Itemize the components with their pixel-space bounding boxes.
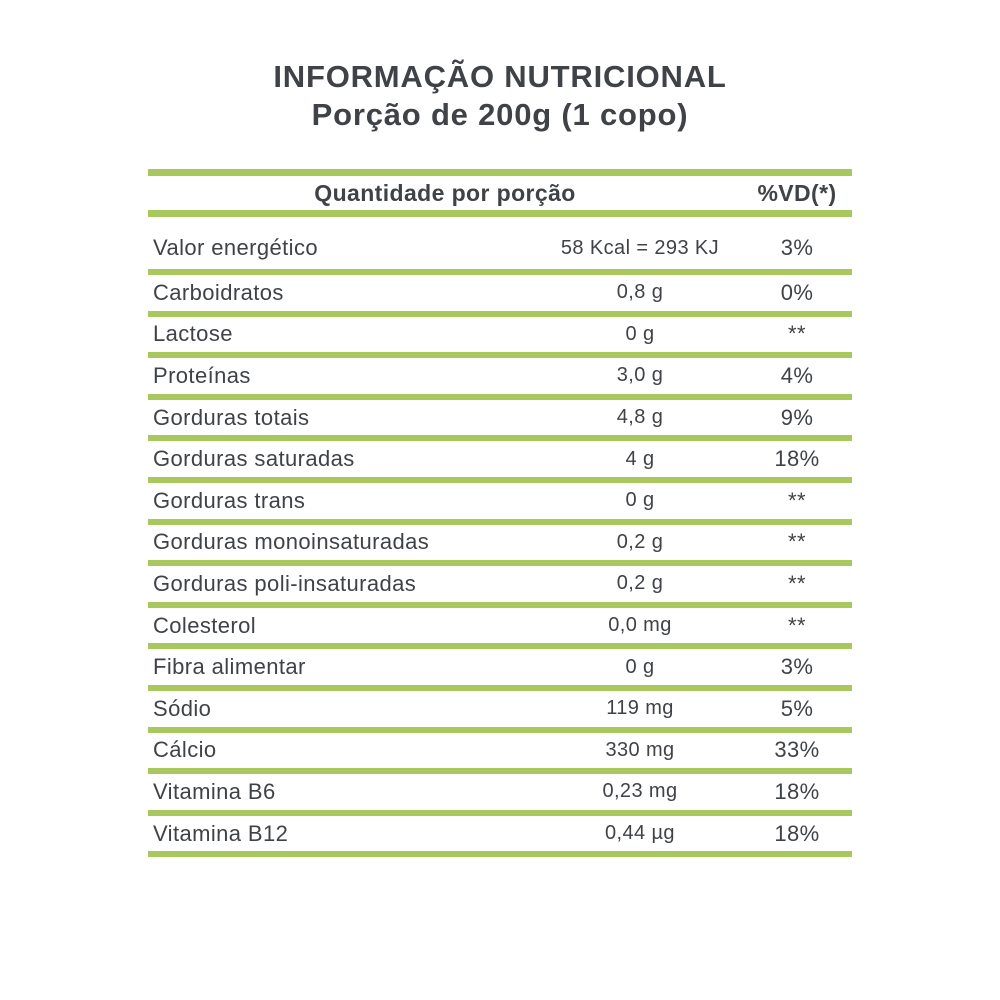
row-dv: 9% <box>780 404 814 430</box>
table-row <box>148 217 852 275</box>
table-row <box>148 275 852 317</box>
table-header-row <box>148 176 852 217</box>
daily-value-column-header: %VD(*) <box>757 179 837 206</box>
row-quantity: 119 mg <box>606 697 674 720</box>
row-label: Cálcio <box>153 737 217 763</box>
row-quantity: 58 Kcal = 293 KJ <box>560 236 720 259</box>
table-row <box>148 774 852 816</box>
row-quantity: 0,2 g <box>616 530 664 553</box>
row-dv: 0% <box>780 279 814 305</box>
table-row <box>148 483 852 525</box>
quantity-column-header: Quantidade por porção <box>314 179 576 206</box>
table-row <box>148 358 852 400</box>
row-dv: 18% <box>774 820 820 846</box>
nutrition-table <box>148 169 852 857</box>
table-row <box>148 816 852 858</box>
row-label: Gorduras monoinsaturadas <box>153 529 430 555</box>
row-label: Lactose <box>153 321 233 347</box>
row-quantity: 0,44 µg <box>605 822 675 845</box>
row-label: Vitamina B12 <box>153 820 289 846</box>
row-label: Gorduras saturadas <box>153 446 355 472</box>
nutrition-rows <box>148 217 852 857</box>
row-dv: ** <box>788 529 806 555</box>
table-row <box>148 608 852 650</box>
table-row <box>148 733 852 775</box>
serving-size: Porção de 200g (1 copo) <box>311 97 689 132</box>
row-label: Fibra alimentar <box>153 654 306 680</box>
row-dv: 33% <box>774 737 820 763</box>
row-quantity: 0,2 g <box>616 572 664 595</box>
table-row <box>148 317 852 359</box>
row-quantity: 4,8 g <box>616 406 664 429</box>
table-row <box>148 525 852 567</box>
table-row <box>148 649 852 691</box>
row-label: Sódio <box>153 695 212 721</box>
table-row <box>148 566 852 608</box>
row-label: Colesterol <box>153 612 257 638</box>
row-dv: 18% <box>774 778 820 804</box>
row-quantity: 0 g <box>625 322 655 345</box>
row-quantity: 0,8 g <box>616 281 664 304</box>
row-quantity: 3,0 g <box>616 364 664 387</box>
row-label: Gorduras trans <box>153 487 306 513</box>
table-row <box>148 691 852 733</box>
row-dv: ** <box>788 487 806 513</box>
row-quantity: 4 g <box>625 447 655 470</box>
row-quantity: 0 g <box>625 655 655 678</box>
row-dv: 3% <box>780 654 814 680</box>
label-header <box>0 58 1000 134</box>
row-quantity: 0,0 mg <box>608 614 672 637</box>
row-dv: 5% <box>780 695 814 721</box>
row-label: Gorduras poli-insaturadas <box>153 570 417 596</box>
row-dv: ** <box>788 321 806 347</box>
row-quantity: 0,23 mg <box>602 780 678 803</box>
row-quantity: 330 mg <box>605 738 675 761</box>
row-dv: ** <box>788 570 806 596</box>
page-title: INFORMAÇÃO NUTRICIONAL <box>273 59 727 94</box>
row-dv: ** <box>788 612 806 638</box>
table-row <box>148 400 852 442</box>
row-label: Proteínas <box>153 362 251 388</box>
row-dv: 18% <box>774 446 820 472</box>
row-dv: 3% <box>780 235 814 260</box>
row-label: Valor energético <box>153 235 318 260</box>
row-label: Vitamina B6 <box>153 778 276 804</box>
row-label: Gorduras totais <box>153 404 310 430</box>
row-quantity: 0 g <box>625 489 655 512</box>
row-label: Carboidratos <box>153 279 284 305</box>
table-row <box>148 441 852 483</box>
row-dv: 4% <box>780 362 814 388</box>
